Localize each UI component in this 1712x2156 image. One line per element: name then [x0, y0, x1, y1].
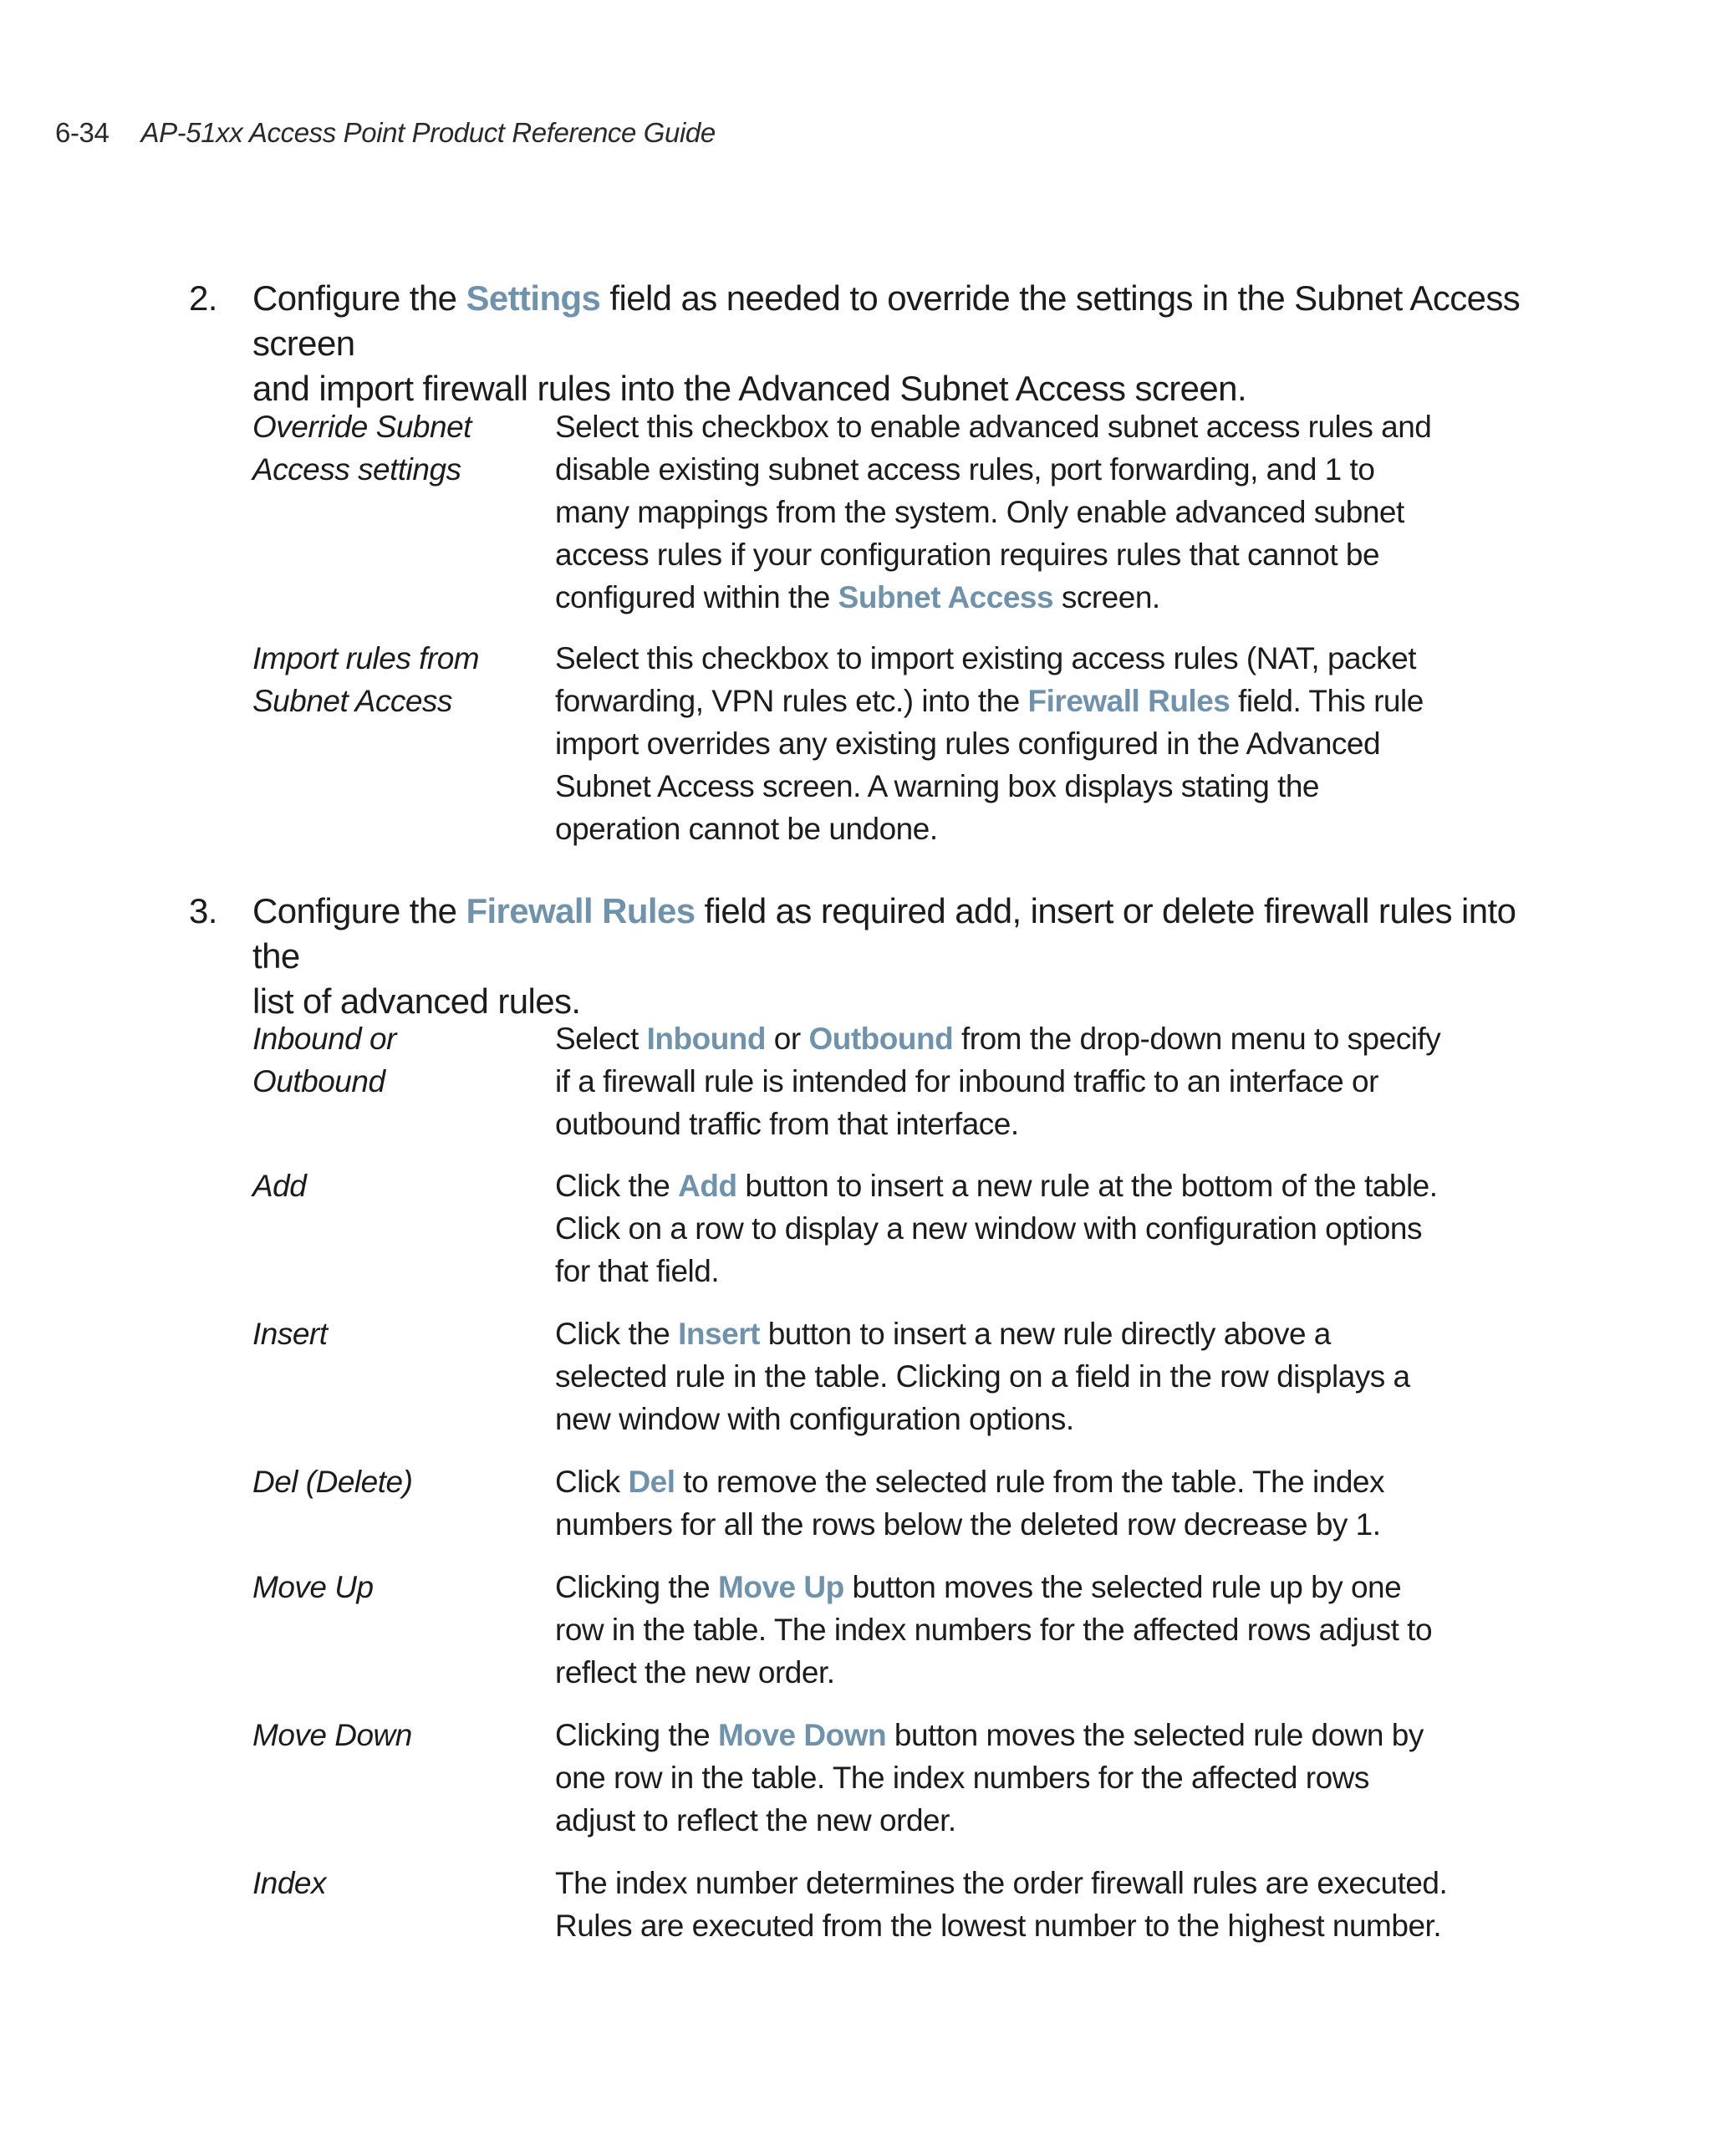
desc-line [555, 1566, 1456, 1608]
running-header [55, 117, 716, 149]
desc-line: Subnet Access screen. A warning box displays stating the [555, 769, 1320, 803]
text-run: Clicking the [555, 1718, 719, 1752]
step-line: list of advanced rules. [252, 981, 581, 1021]
text-run: field as required add, insert or delete firewall rules into the [252, 891, 1516, 976]
text-run: Click the [555, 1169, 679, 1203]
ui-term-move-down: Move Down [718, 1718, 887, 1752]
text-run: or [766, 1022, 809, 1056]
text-run: Click [555, 1465, 629, 1499]
text-run: to remove the selected rule from the table. The index [675, 1465, 1384, 1499]
definition-description [555, 1312, 1456, 1440]
definition-delete [252, 1460, 1456, 1546]
ui-term-firewall-rules: Firewall Rules [1027, 684, 1230, 718]
desc-line: selected rule in the table. Clicking on a field in the row displays a [555, 1359, 1410, 1394]
text-run: Clicking the [555, 1570, 719, 1604]
step-text [252, 889, 1560, 1024]
definition-import-rules [252, 637, 1456, 850]
desc-line: for that field. [555, 1254, 720, 1288]
ui-term-inbound: Inbound [646, 1022, 767, 1056]
definition-term: Inbound or Outbound [252, 1022, 396, 1098]
desc-line: Select this checkbox to import existing access rules (NAT, packet [555, 641, 1416, 675]
definition-term [252, 637, 537, 722]
ui-term-insert: Insert [678, 1317, 760, 1351]
text-run: button moves the selected rule down by [886, 1718, 1424, 1752]
step-2 [189, 276, 1560, 411]
guide-title: AP-51xx Access Point Product Reference Guide [140, 117, 716, 148]
step-line: and import firewall rules into the Advanced Subnet Access screen. [252, 369, 1247, 408]
desc-line [555, 1714, 1456, 1756]
desc-line: Click on a row to display a new window with configuration options [555, 1211, 1422, 1246]
text-run: screen. [1053, 580, 1160, 614]
step-line [252, 276, 1560, 366]
text-run: field as needed to override the settings in the Subnet Access screen [252, 278, 1521, 363]
text-run: button to insert a new rule directly above a [759, 1317, 1331, 1351]
desc-line: disable existing subnet access rules, port forwarding, and 1 to [555, 452, 1375, 487]
desc-line: adjust to reflect the new order. [555, 1803, 956, 1837]
term-line: Access settings [252, 452, 461, 487]
text-run: Configure the [252, 278, 466, 318]
step-text [252, 276, 1560, 411]
desc-line: numbers for all the rows below the deleted row decrease by 1. [555, 1507, 1381, 1542]
ui-term-del: Del [628, 1465, 675, 1499]
desc-line: new window with configuration options. [555, 1402, 1074, 1436]
definition-term [252, 405, 537, 491]
definition-add [252, 1165, 1456, 1292]
desc-line [555, 576, 1456, 619]
ui-term-add: Add [678, 1169, 737, 1203]
definition-description [555, 1017, 1456, 1145]
definition-description [555, 1862, 1456, 1947]
term-line: Subnet Access [252, 684, 452, 718]
text-run: button to insert a new rule at the bottom of the table. [736, 1169, 1438, 1203]
text-run: from the drop-down menu to specify [953, 1022, 1441, 1056]
definition-description [555, 1460, 1456, 1546]
definition-term: Del (Delete) [252, 1465, 413, 1499]
desc-line: outbound traffic from that interface. [555, 1107, 1019, 1141]
definition-move-up [252, 1566, 1456, 1694]
desc-line: Select this checkbox to enable advanced subnet access rules and [555, 410, 1432, 444]
definition-term: Move Down [252, 1718, 412, 1752]
term-line: Import rules from [252, 641, 480, 675]
definition-description [555, 637, 1456, 850]
step-line [252, 889, 1560, 979]
desc-line: operation cannot be undone. [555, 812, 938, 846]
text-run: field. This rule [1230, 684, 1424, 718]
desc-line: The index number determines the order firewall rules are executed. [555, 1866, 1448, 1900]
definition-insert [252, 1312, 1456, 1440]
text-run: Select [555, 1022, 647, 1056]
text-run: button moves the selected rule up by one [843, 1570, 1402, 1604]
desc-line: one row in the table. The index numbers for the affected rows [555, 1761, 1369, 1795]
desc-line: Rules are executed from the lowest number to the highest number. [555, 1909, 1442, 1943]
desc-line: reflect the new order. [555, 1655, 835, 1690]
step-number: 2. [189, 278, 217, 318]
page-number: 6-34 [55, 117, 110, 148]
desc-line: access rules if your configuration requires rules that cannot be [555, 538, 1380, 572]
definition-term: Move Up [252, 1570, 374, 1604]
definition-index [252, 1862, 1456, 1947]
definition-move-down [252, 1714, 1456, 1842]
term-line: Override Subnet [252, 410, 471, 444]
definition-override-subnet-access [252, 405, 1456, 619]
desc-line [555, 680, 1456, 722]
text-run: Click the [555, 1317, 679, 1351]
text-run: Configure the [252, 891, 466, 930]
ui-term-outbound: Outbound [808, 1022, 954, 1056]
text-run: configured within the [555, 580, 838, 614]
desc-line: import overrides any existing rules configured in the Advanced [555, 726, 1381, 761]
ui-term-subnet-access: Subnet Access [838, 580, 1054, 614]
definition-description [555, 1165, 1456, 1292]
text-run: forwarding, VPN rules etc.) into the [555, 684, 1028, 718]
definition-inbound-outbound [252, 1017, 1456, 1145]
desc-line [555, 1312, 1456, 1355]
ui-term-settings: Settings [466, 278, 601, 318]
definition-description [555, 405, 1456, 619]
definition-term: Insert [252, 1317, 328, 1351]
definition-description [555, 1566, 1456, 1694]
step-3 [189, 889, 1560, 1024]
step-number: 3. [189, 891, 217, 930]
ui-term-move-up: Move Up [718, 1570, 844, 1604]
desc-line: many mappings from the system. Only enable advanced subnet [555, 495, 1404, 529]
desc-line [555, 1017, 1456, 1060]
definition-term: Index [252, 1866, 327, 1900]
desc-line: if a firewall rule is intended for inbound traffic to an interface or [555, 1064, 1378, 1098]
definition-description [555, 1714, 1456, 1842]
definition-term: Add [252, 1169, 307, 1203]
desc-line [555, 1165, 1456, 1207]
desc-line [555, 1460, 1456, 1503]
desc-line: row in the table. The index numbers for the affected rows adjust to [555, 1613, 1433, 1647]
ui-term-firewall-rules: Firewall Rules [466, 891, 696, 930]
